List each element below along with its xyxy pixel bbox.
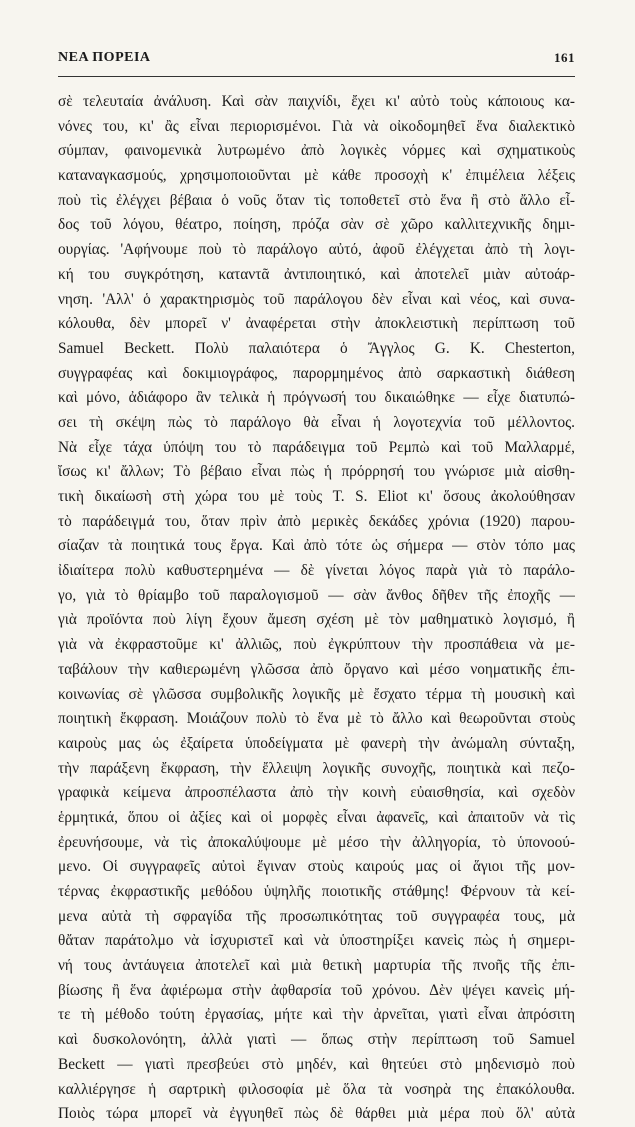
text-line: Samuel Beckett. Πολὺ παλαιότερα ὁ Ἄγγλος G. K. Chesterton, — [58, 339, 575, 357]
text-line: συγγραφέας καὶ δοκιμιογράφος, παρορμημένος ἀπὸ σαρκαστικὴ διάθεση — [58, 364, 575, 382]
text-line: γιὰ προϊόντα ποὺ λίγη ἔχουν ἄμεση σχέση μὲ τὸν μαθηματικὸ λογισμό, ἢ — [58, 611, 575, 629]
running-title: ΝΕΑ ΠΟΡΕΙΑ — [58, 50, 151, 65]
text-line: καὶ μόνο, ἀδιάφορο ἂν τελικὰ ἡ πρόγνωσή του δικαιώθηκε — εἶχε διατυπώ- — [58, 389, 575, 407]
text-line: ἐρευνήσουμε, νὰ τὶς ἀποκαλύψουμε μὲ μέσο τὴν ἀλληγορία, τὸ ὑπονοού- — [58, 833, 575, 851]
text-line: κή του συγκρότηση, καταντᾶ ἀντιποιητικό, καὶ ἀποτελεῖ μιὰν αὐτοάρ- — [58, 265, 575, 283]
text-line: ἰδιαίτερα πολὺ καθυστερημένα — δὲ γίνεται λόγος παρὰ γιὰ τὸ παράλο- — [58, 562, 575, 580]
text-line: σύμπαν, φαινομενικὰ λυτρωμένο ἀπὸ λογικὲς νόρμες καὶ σχηματικοὺς — [58, 142, 575, 160]
text-line: τέρνας ἐκφραστικῆς μεθόδου ὑψηλῆς ποιοτικῆς στάθμης! Φέρνουν τὰ κεί- — [58, 883, 575, 900]
text-line: ποὺ τὶς ἐλέγχει βέβαια ὁ νοῦς ὅταν τὶς τοποθετεῖ στὸ ἕνα ἢ στὸ ἄλλο εἶ- — [58, 191, 575, 209]
text-line: Ποιὸς τώρα μπορεῖ νὰ ἐγγυηθεῖ πὼς δὲ θάρθει μιὰ μέρα ποὺ ὅλ' αὐτὰ — [58, 1105, 575, 1123]
running-head — [58, 50, 575, 72]
text-line: ἑρμητικά, ὅπου οἱ ἀξίες καὶ οἱ μορφὲς εἶναι ἀφανεῖς, καὶ ἀπαιτοῦν νὰ τὶς — [58, 808, 575, 826]
text-line: ἴσως κι' ἄλλων; Τὸ βέβαιο εἶναι πὼς ἡ πρόρρησή του γνώρισε μιὰ αἰσθη- — [58, 463, 575, 481]
text-line: τὸ παράδειγμά του, ὅταν πρὶν ἀπὸ μερικὲς δεκάδες χρόνια (1920) παρου- — [58, 512, 575, 530]
text-line: τικὴ δικαίωσὴ στὴ χώρα του μὲ τοὺς T. S. Eliot κι' ὅσους ἀκολούθησαν — [58, 488, 575, 505]
text-line: σίαζαν τὰ ποιητικά τους ἔργα. Καὶ ἀπὸ τότε ὡς σήμερα — στὸν τόπο μας — [58, 537, 575, 555]
text-line: σὲ τελευταία ἀνάλυση. Καὶ σὰν παιχνίδι, ἔχει κι' αὐτὸ τοὺς κάποιους κα- — [58, 93, 575, 110]
text-line: τὴν παράξενη ἔκφραση, τὴν ἔλλειψη λογικῆς συνοχῆς, ποιητικὰ καὶ πεζο- — [58, 759, 575, 777]
text-line: γο, γιὰ τὸ θρίαμβο τοῦ παραλογισμοῦ — σὰν ἄνθος δῆθεν τῆς ἐποχῆς — — [58, 586, 575, 604]
text-line: γραφικὰ κείμενα ἀπροσπέλαστα ἀπὸ τὴν κοινὴ εὐαισθησία, καὶ σχεδὸν — [58, 784, 575, 802]
text-line: Beckett — γιατὶ πρεσβεύει στὸ μηδέν, καὶ θητεύει στὸ μηδενισμὸ ποὺ — [58, 1055, 575, 1073]
page-number: 161 — [554, 50, 575, 65]
text-line: καὶ δυσκολονόητη, ἀλλὰ γιατὶ — ὅπως στὴν περίπτωση τοῦ Samuel — [58, 1031, 575, 1049]
text-line: ταβάλουν τὴν καθιερωμένη γλῶσσα ἀπὸ ὄργανο καὶ μέσο νοηματικῆς ἐπι- — [58, 660, 575, 678]
text-line: τε τὴ μέθοδο τούτη ἐργασίας, μήτε καὶ τὴν ἀρνεῖται, γιατὶ εἶναι ἀπρόσιτη — [58, 1006, 575, 1024]
text-line: κόλουθα, δὲν μπορεῖ ν' ἀναφέρεται στὴν ἀποκλειστικὴ περίπτωση τοῦ — [58, 315, 575, 333]
text-line: ποιητικὴ ἔκφραση. Μοιάζουν πολὺ τὸ ἕνα μὲ τὸ ἄλλο καὶ θεωροῦνται στοὺς — [58, 710, 575, 728]
text-line: νόνες του, κι' ἂς εἶναι περιορισμένοι. Γιὰ νὰ οἰκοδομηθεῖ ἕνα διαλεκτικὸ — [58, 117, 575, 135]
text-line: κοινωνίας σὲ γλῶσσα συμβολικῆς λογικῆς μὲ ἔσχατο τέρμα τὴ μουσικὴ καὶ — [58, 685, 575, 703]
header-rule — [58, 76, 575, 77]
body-text — [58, 90, 575, 1127]
text-line: σει τὴ σκέψη πὼς τὸ παράλογο θὰ εἶναι ἡ λογοτεχνία τοῦ μέλλοντος. — [58, 413, 575, 431]
text-line: καταναγκασμούς, χρησιμοποιοῦνται μὲ κάθε προσοχὴ κ' ἐπιμέλεια λέξεις — [58, 167, 575, 185]
text-line: νή τους ἀντάυγεια ἀποτελεῖ καὶ μιὰ θετικὴ μαρτυρία τῆς πνοῆς τῆς ἐπι- — [58, 957, 575, 975]
text-line: νηση. 'Αλλ' ὁ χαρακτηρισμὸς τοῦ παράλογου δὲν εἶναι καὶ νέος, καὶ συνα- — [58, 290, 575, 308]
text-line: μενο. Οἱ συγγραφεῖς αὐτοὶ ἔγιναν στοὺς καιρούς μας οἱ ἅγιοι τῆς μον- — [58, 858, 575, 876]
text-line: θἄταν παράτολμο νὰ ἰσχυριστεῖ καὶ νὰ ὑποστηρίξει κανεὶς πὼς ἡ σημερι- — [58, 932, 575, 950]
text-line: ουργίας. 'Αφήνουμε ποὺ τὸ παράλογο αὐτό, ἀφοῦ ἐλέγχεται ἀπὸ τὴ λογι- — [58, 241, 575, 259]
text-line: καλλιέργησε ἡ σαρτρικὴ φιλοσοφία μὲ ὅλα τὰ νοσηρὰ της ἐπακόλουθα. — [58, 1080, 575, 1098]
text-line: Νὰ εἶχε τάχα ὑπόψη του τὸ παράδειγμα τοῦ Ρεμπὼ καὶ τοῦ Μαλλαρμέ, — [58, 438, 575, 456]
text-line: καιροὺς μας ὡς ἐξαίρετα ὑποδείγματα μὲ φανερὴ τὴν ἀνώμαλη σύνταξη, — [58, 734, 575, 752]
text-line: μενα αὐτὰ τὴ σφραγίδα τῆς προσωπικότητας τοῦ συγγραφέα τους, μὰ — [58, 907, 575, 925]
text-line: δος τοῦ λόγου, θέατρο, ποίηση, πρόζα σὰν σὲ χῶρο καλλιτεχνικῆς δημι- — [58, 216, 575, 234]
text-line: βίωσης ἢ ἕνα ἀφιέρωμα στὴν ἀφθαρσία τοῦ χρόνου. Δὲν ψέγει κανεὶς μή- — [58, 981, 575, 999]
text-line: γιὰ νὰ ἐκφραστοῦμε κι' ἀλλιῶς, ποὺ ἐγκρύπτουν τὴν προσπάθεια νὰ με- — [58, 636, 575, 654]
